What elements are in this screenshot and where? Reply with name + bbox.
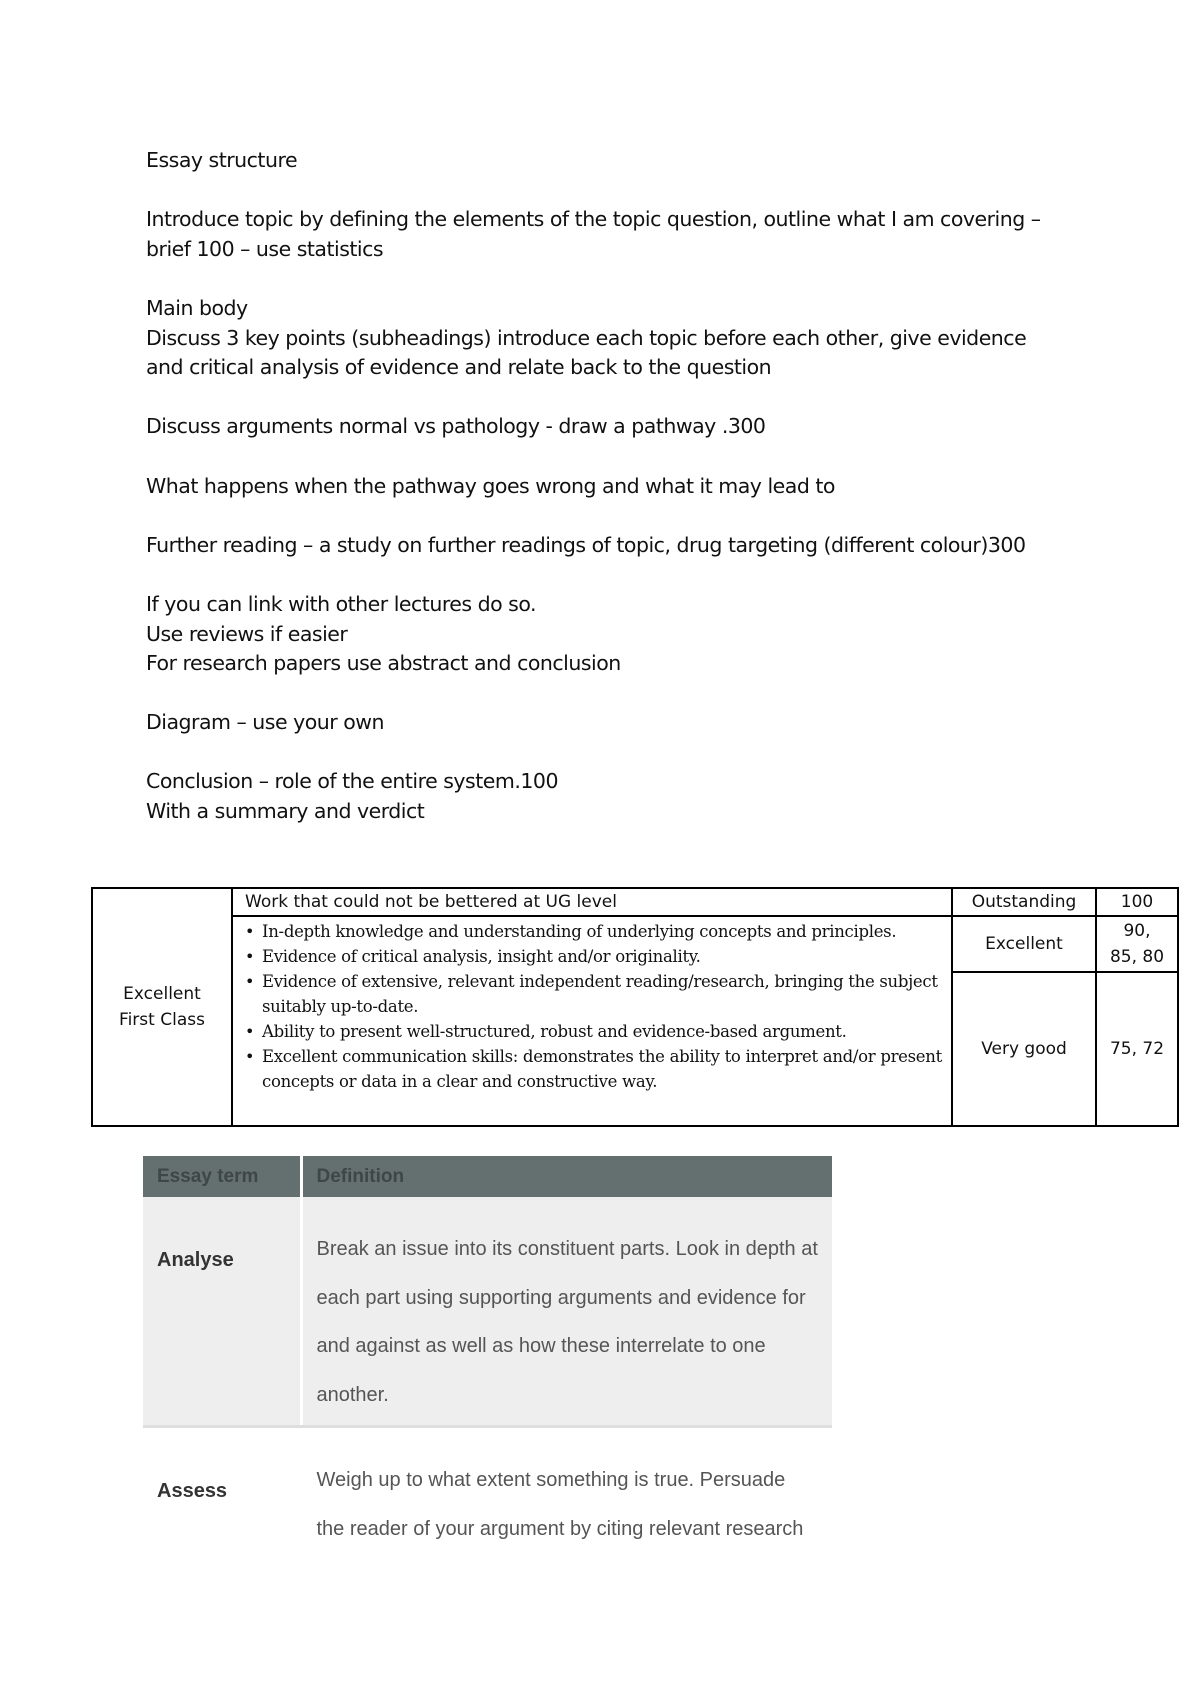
- tip-line-3: For research papers use abstract and conclusion: [146, 651, 621, 676]
- notes-title: Essay structure: [146, 148, 298, 172]
- criteria-item: • Ability to present well-structured, robust and evidence-based argument.: [245, 1019, 943, 1044]
- terms-header-definition: Definition: [301, 1156, 832, 1197]
- grade-level-very-good: Very good: [952, 972, 1096, 1126]
- grade-class-line-1: Excellent: [123, 984, 201, 1004]
- intro-line-1: Introduce topic by defining the elements of the topic question, outline what I am covering –: [146, 207, 1041, 232]
- marks-line: 90,: [1123, 921, 1151, 941]
- main-body-line-1: Discuss 3 key points (subheadings) introduce each topic before each other, give evidence: [146, 325, 1027, 350]
- conclusion-line-2: With a summary and verdict: [146, 799, 425, 824]
- essay-terms-table: [143, 1156, 832, 1540]
- grade-header-marks: 100: [1096, 888, 1178, 916]
- grade-header-description: Work that could not be bettered at UG level: [232, 888, 952, 916]
- table-row: [143, 1197, 832, 1427]
- intro-line-2: brief 100 – use statistics: [146, 236, 384, 261]
- table-row: [143, 1427, 832, 1541]
- grade-header-level: Outstanding: [952, 888, 1096, 916]
- conclusion-line-1: Conclusion – role of the entire system.100: [146, 769, 558, 794]
- criteria-item: • Evidence of critical analysis, insight and/or originality.: [245, 944, 943, 969]
- term-cell: Analyse: [143, 1197, 301, 1427]
- grade-marks-very-good: 75, 72: [1096, 972, 1178, 1126]
- marks-line: 85, 80: [1109, 947, 1165, 967]
- further-reading-line: Further reading – a study on further readings of topic, drug targeting (different colour)300: [146, 532, 1026, 557]
- pathway-line: What happens when the pathway goes wrong and what it may lead to: [146, 473, 835, 498]
- grade-class-line-2: First Class: [119, 1010, 205, 1030]
- criteria-item: • In-depth knowledge and understanding of underlying concepts and principles.: [245, 919, 943, 944]
- grade-level-excellent: Excellent: [952, 916, 1096, 972]
- definition-cell: Break an issue into its constituent parts. Look in depth at each part using supporting arguments and evidence for and against as well as how these interrelate to one another.: [301, 1197, 832, 1427]
- criteria-item: • Evidence of extensive, relevant independent reading/research, bringing the subject suitably up-to-date.: [245, 969, 943, 1019]
- definition-cell: Weigh up to what extent something is true. Persuade the reader of your argument by citing relevant research: [301, 1427, 832, 1541]
- tip-line-2: Use reviews if easier: [146, 621, 348, 646]
- arguments-line: Discuss arguments normal vs pathology - draw a pathway .300: [146, 414, 766, 439]
- diagram-line: Diagram – use your own: [146, 710, 385, 735]
- criteria-item: • Excellent communication skills: demonstrates the ability to interpret and/or present concepts or data in a clear and constructive way.: [245, 1044, 943, 1094]
- main-body-line-2: and critical analysis of evidence and relate back to the question: [146, 355, 772, 380]
- main-body-heading: Main body: [146, 295, 248, 320]
- tip-line-1: If you can link with other lectures do so.: [146, 591, 537, 616]
- term-cell: Assess: [143, 1427, 301, 1541]
- terms-header-term: Essay term: [143, 1156, 301, 1197]
